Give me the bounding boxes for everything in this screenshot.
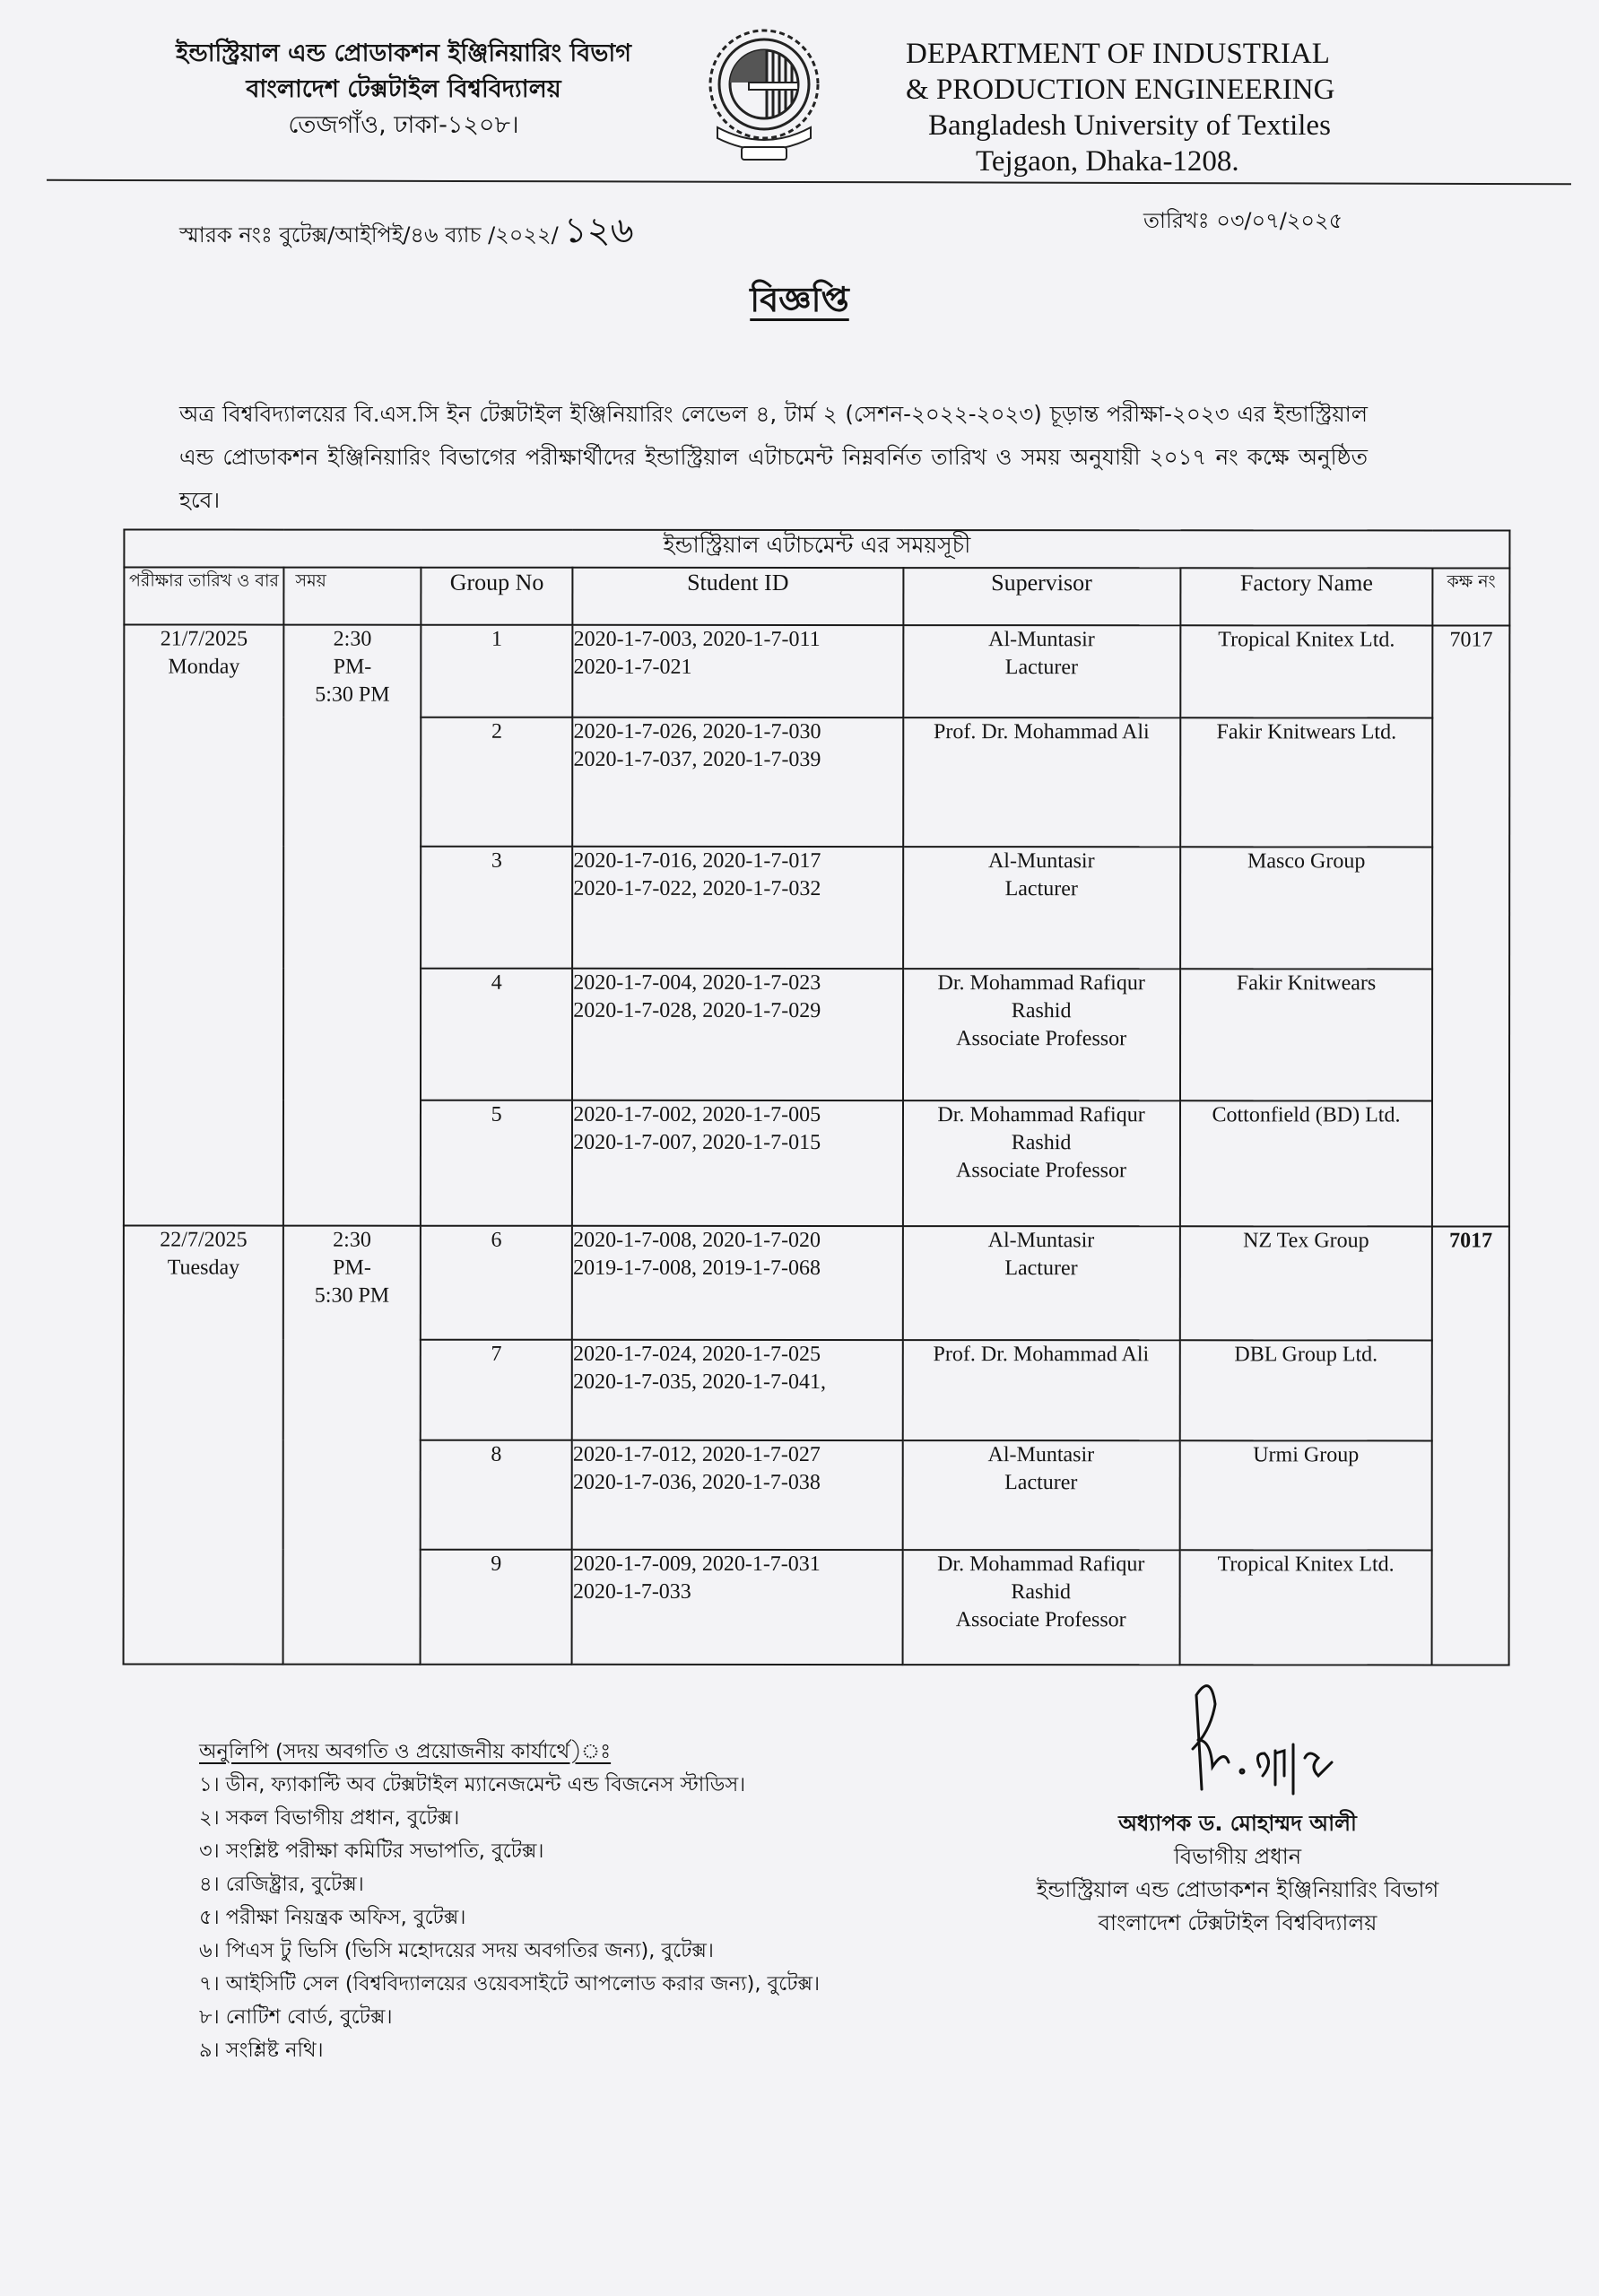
supervisor-line: Al-Muntasir	[987, 1443, 1095, 1467]
student-ids	[573, 625, 903, 718]
student-ids-line: 2020-1-7-028, 2020-1-7-029	[573, 998, 821, 1023]
university-seal-icon	[704, 27, 825, 161]
factory-name: NZ Tex Group	[1179, 1226, 1432, 1340]
copy-heading: অনুলিপি (সদয় অবগতি ও প্রয়োজনীয় কার্যার্থে)ঃ	[199, 1740, 612, 1763]
signatory-department: ইন্ডাস্ট্রিয়াল এন্ড প্রোডাকশন ইঞ্জিনিয়ারিং বিভাগ	[1036, 1877, 1439, 1902]
supervisor-line: Al-Muntasir	[987, 1229, 1095, 1253]
department-name-line2: & PRODUCTION ENGINEERING	[906, 74, 1335, 106]
student-ids-line: 2020-1-7-021	[573, 655, 692, 679]
attachment-schedule-table	[123, 528, 1511, 1665]
supervisor-line: Lacturer	[1004, 656, 1079, 680]
student-ids	[572, 847, 902, 969]
department-name-bn: ইন্ডাস্ট্রিয়াল এন্ড প্রোডাকশন ইঞ্জিনিয়ারিং বিভাগ	[176, 39, 631, 67]
copy-recipient: ৮। নোটিশ বোর্ড, বুটেক্স।	[199, 2005, 393, 2029]
col-header-group: Group No	[421, 568, 572, 625]
col-header-room: কক্ষ নং	[1433, 568, 1510, 625]
exam-time: 2:30 PM- 5:30 PM	[314, 1228, 390, 1308]
group-number: 8	[421, 1440, 572, 1550]
supervisor-line: Dr. Mohammad Rafiqur	[937, 1552, 1145, 1577]
group-number: 2	[421, 718, 572, 847]
col-header-time: সময়	[284, 568, 421, 625]
student-ids	[572, 1550, 902, 1665]
student-ids-line: 2020-1-7-003, 2020-1-7-011	[573, 627, 821, 652]
signatory-university: বাংলাদেশ টেক্সটাইল বিশ্ববিদ্যালয়	[1098, 1910, 1377, 1935]
university-name: Bangladesh University of Textiles	[928, 109, 1331, 142]
exam-date: 21/7/2025	[160, 627, 248, 651]
copy-recipient: ১। ডীন, ফ্যাকাল্টি অব টেক্সটাইল ম্যানেজমেন্ট এন্ড বিজনেস স্টাডিস।	[199, 1773, 746, 1796]
exam-date-cell	[124, 624, 284, 1225]
supervisor	[903, 625, 1180, 718]
university-name-bn: বাংলাদেশ টেক্সটাইল বিশ্ববিদ্যালয়	[246, 75, 561, 103]
factory-name: Tropical Knitex Ltd.	[1179, 1550, 1432, 1665]
supervisor-line: Rashid	[1011, 999, 1072, 1023]
col-header-student-id: Student ID	[573, 568, 903, 625]
group-number: 1	[421, 625, 572, 718]
table-row	[124, 1225, 1509, 1340]
student-ids-line: 2020-1-7-004, 2020-1-7-023	[573, 970, 821, 996]
copy-recipient: ৫। পরীক্ষা নিয়ন্ত্রক অফিস, বুটেক্স।	[199, 1906, 466, 1929]
student-ids	[572, 1440, 902, 1550]
supervisor	[903, 969, 1180, 1100]
supervisor	[902, 1440, 1179, 1550]
col-header-supervisor: Supervisor	[903, 568, 1180, 625]
supervisor	[902, 1100, 1179, 1226]
table-header-row	[124, 567, 1509, 625]
student-ids-line: 2020-1-7-024, 2020-1-7-025	[573, 1342, 821, 1367]
student-ids-line: 2020-1-7-022, 2020-1-7-032	[573, 876, 821, 901]
supervisor-line: Dr. Mohammad Rafiqur	[937, 971, 1145, 996]
factory-name: Urmi Group	[1179, 1440, 1432, 1550]
signatory-block	[978, 1807, 1498, 1940]
student-ids-line: 2020-1-7-036, 2020-1-7-038	[572, 1470, 821, 1495]
supervisor-line: Rashid	[1011, 1131, 1072, 1155]
copy-recipient: ২। সকল বিভাগীয় প্রধান, বুটেক্স।	[199, 1806, 460, 1830]
student-ids	[572, 1340, 902, 1440]
letterhead-bangla	[135, 36, 673, 144]
exam-time-cell	[283, 1226, 421, 1665]
copy-recipient: ৬। পিএস টু ভিসি (ভিসি মহোদয়ের সদয় অবগতির জন্য), বুটেক্স।	[199, 1939, 714, 1962]
supervisor-line: Rashid	[1011, 1580, 1072, 1605]
supervisor	[902, 1550, 1179, 1665]
signature	[1175, 1677, 1408, 1803]
supervisor-line: Associate Professor	[956, 1027, 1127, 1051]
group-number: 6	[421, 1226, 572, 1340]
supervisor	[903, 847, 1180, 969]
memo-reference	[179, 202, 634, 262]
group-number: 9	[421, 1550, 572, 1665]
copy-recipient: ৭। আইসিটি সেল (বিশ্ববিদ্যালয়ের ওয়েবসাইটে আপলোড করার জন্য), বুটেক্স।	[199, 1972, 821, 1996]
letterhead-divider	[47, 179, 1571, 185]
col-header-factory: Factory Name	[1180, 568, 1433, 625]
reference-handwritten-number: ১২৬	[563, 210, 634, 251]
copy-distribution	[199, 1735, 820, 2067]
group-number: 5	[421, 1100, 572, 1226]
exam-time: 2:30 PM- 5:30 PM	[315, 627, 390, 707]
student-ids	[572, 1226, 902, 1340]
supervisor-line: Associate Professor	[955, 1608, 1126, 1632]
student-ids-line: 2020-1-7-035, 2020-1-7-041,	[572, 1370, 826, 1395]
student-ids	[572, 718, 902, 847]
copy-recipient: ৪। রেজিষ্ট্রার, বুটেক্স।	[199, 1873, 364, 1896]
supervisor	[902, 1340, 1179, 1440]
student-ids-line: 2020-1-7-002, 2020-1-7-005	[573, 1102, 821, 1127]
memo-date: তারিখঃ ০৩/০৭/২০২৫	[1143, 208, 1343, 233]
factory-name: Cottonfield (BD) Ltd.	[1179, 1100, 1432, 1226]
student-ids-line: 2020-1-7-009, 2020-1-7-031	[572, 1552, 821, 1577]
address: Tejgaon, Dhaka-1208.	[976, 145, 1239, 178]
supervisor	[902, 1226, 1179, 1340]
factory-name: DBL Group Ltd.	[1179, 1340, 1432, 1440]
table-row	[124, 624, 1509, 718]
department-name-line1: DEPARTMENT OF INDUSTRIAL	[906, 38, 1330, 70]
student-ids-line: 2020-1-7-012, 2020-1-7-027	[572, 1442, 821, 1467]
student-ids-line: 2019-1-7-008, 2019-1-7-068	[573, 1256, 821, 1281]
student-ids-line: 2020-1-7-007, 2020-1-7-015	[573, 1130, 821, 1155]
supervisor-line: Prof. Dr. Mohammad Ali	[933, 1343, 1150, 1367]
student-ids-line: 2020-1-7-016, 2020-1-7-017	[573, 848, 821, 874]
supervisor-line: Associate Professor	[956, 1159, 1127, 1183]
supervisor-line: Dr. Mohammad Rafiqur	[937, 1103, 1145, 1127]
supervisor	[903, 718, 1180, 847]
address-bn: তেজগাঁও, ঢাকা-১২০৮।	[288, 111, 519, 139]
supervisor-line: Al-Muntasir	[987, 849, 1095, 874]
group-number: 4	[421, 969, 572, 1100]
exam-date: 22/7/2025	[160, 1228, 248, 1252]
room-number: 7017	[1432, 625, 1509, 1226]
signatory-designation: বিভাগীয় প্রধান	[1173, 1844, 1302, 1869]
group-number: 7	[421, 1340, 572, 1440]
factory-name: Fakir Knitwears Ltd.	[1180, 718, 1433, 847]
supervisor-line: Lacturer	[1004, 877, 1078, 901]
exam-time-cell	[283, 625, 421, 1226]
student-ids	[572, 969, 902, 1100]
signatory-name: অধ্যাপক ড. মোহাম্মদ আলী	[1118, 1811, 1357, 1836]
supervisor-line: Al-Muntasir	[988, 628, 1095, 652]
copy-recipient: ৯। সংশ্লিষ্ট নথি।	[199, 2039, 324, 2062]
letterhead-english	[906, 36, 1372, 179]
factory-name: Tropical Knitex Ltd.	[1180, 625, 1433, 718]
room-number: 7017	[1432, 1226, 1509, 1665]
supervisor-line: Lacturer	[1004, 1257, 1078, 1281]
table-caption: ইন্ডাস্ট্রিয়াল এটাচমেন্ট এর সময়সূচী	[124, 529, 1509, 568]
exam-weekday: Monday	[168, 655, 240, 679]
supervisor-line: Lacturer	[1004, 1471, 1078, 1495]
student-ids-line: 2020-1-7-008, 2020-1-7-020	[573, 1228, 821, 1253]
exam-date-cell	[124, 1225, 283, 1664]
copy-recipient: ৩। সংশ্লিষ্ট পরীক্ষা কমিটির সভাপতি, বুটেক্স।	[199, 1839, 544, 1863]
group-number: 3	[421, 847, 572, 969]
col-header-date: পরীক্ষার তারিখ ও বার	[124, 567, 283, 624]
reference-label: স্মারক নংঃ বুটেক্স/আইপিই/৪৬ ব্যাচ /২০২২/	[179, 222, 559, 248]
student-ids-line: 2020-1-7-026, 2020-1-7-030	[573, 719, 821, 744]
notice-body: অত্র বিশ্ববিদ্যালয়ের বি.এস.সি ইন টেক্সটাইল ইঞ্জিনিয়ারিং লেভেল ৪, টার্ম ২ (সেশন-২০২২-২০২৩) চূড়ান্ত পরীক্ষা-২০২৩ এর ইন্ডাস্ট্রিয়াল এন্ড প্রোডাকশন ইঞ্জিনিয়ারিং বিভাগের পরীক্ষার্থীদের ইন্ডাস্ট্রিয়াল এটাচমেন্ট নিম্নবর্নিত তারিখ ও সময় অনুযায়ী ২০১৭ নং কক্ষে অনুষ্ঠিত হবে।	[179, 401, 1368, 513]
factory-name: Masco Group	[1180, 847, 1433, 969]
exam-weekday: Tuesday	[167, 1256, 240, 1280]
notice-title: বিজ্ঞপ্তি	[750, 280, 849, 319]
supervisor-line: Prof. Dr. Mohammad Ali	[934, 720, 1150, 744]
student-ids	[572, 1100, 902, 1226]
student-ids-line: 2020-1-7-037, 2020-1-7-039	[573, 747, 821, 772]
student-ids-line: 2020-1-7-033	[572, 1579, 691, 1604]
factory-name: Fakir Knitwears	[1180, 969, 1433, 1100]
